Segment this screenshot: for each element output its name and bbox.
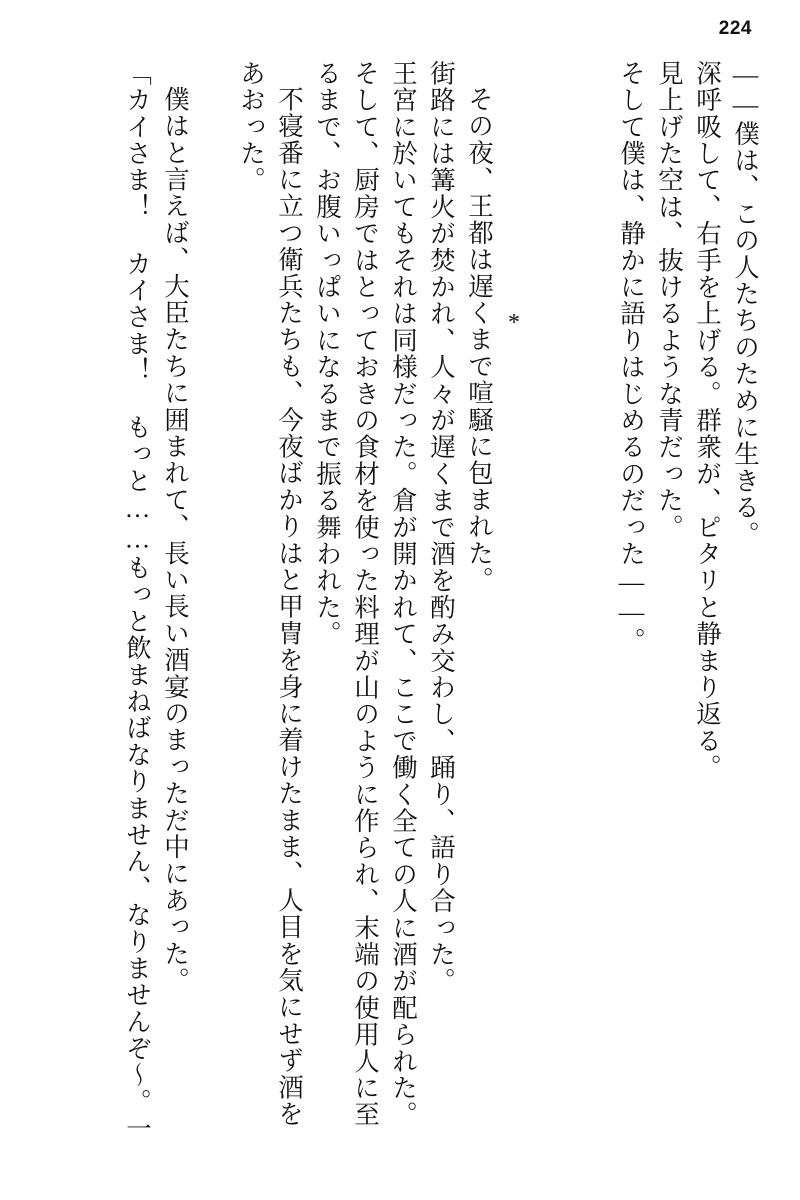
text-line: ——僕は、この人たちのために生きる。 <box>731 60 760 548</box>
text-line: るまで、お腹いっぱいになるまで振る舞われた。 <box>313 60 342 648</box>
text-line: その夜、王都は遅くまで喧騒に包まれた。 <box>465 86 494 594</box>
text-line: 深呼吸して、右手を上げる。群衆が、ピタリと静まり返る。 <box>693 60 722 781</box>
text-line: 「カイさま！ カイさま！ もっと……もっと飲まねばなりません、なりませんぞ〜。一 <box>123 60 152 1142</box>
page-number: 224 <box>718 18 752 39</box>
text-line <box>492 60 530 1170</box>
text-line: 僕はと言えば、大臣たちに囲まれて、長い長い酒宴のまっただ中にあった。 <box>161 86 190 994</box>
text-line <box>568 60 606 1170</box>
text-line: あおった。 <box>237 60 266 194</box>
text-line: 王宮に於いてもそれは同様だった。倉が開かれて、ここで働く全ての人に酒が配られた。 <box>389 60 418 1128</box>
text-line: 不寝番に立つ衛兵たちも、今夜ばかりはと甲冑を身に着けたまま、人目を気にせず酒を <box>275 86 304 1128</box>
text-line: そして僕は、静かに語りはじめるのだった——。 <box>617 60 646 655</box>
section-break-mark: * <box>508 310 520 336</box>
text-line: 街路には篝火が焚かれ、人々が遅くまで酒を酌み交わし、踊り、語り合った。 <box>427 60 456 995</box>
text-line: そして、厨房ではとっておきの食材を使った料理が山のように作られ、末端の使用人に至 <box>351 60 380 1128</box>
body-text <box>42 60 758 1182</box>
text-line: 見上げた空は、抜けるような青だった。 <box>655 60 684 541</box>
text-line <box>188 60 226 1170</box>
text-line <box>530 60 568 1170</box>
